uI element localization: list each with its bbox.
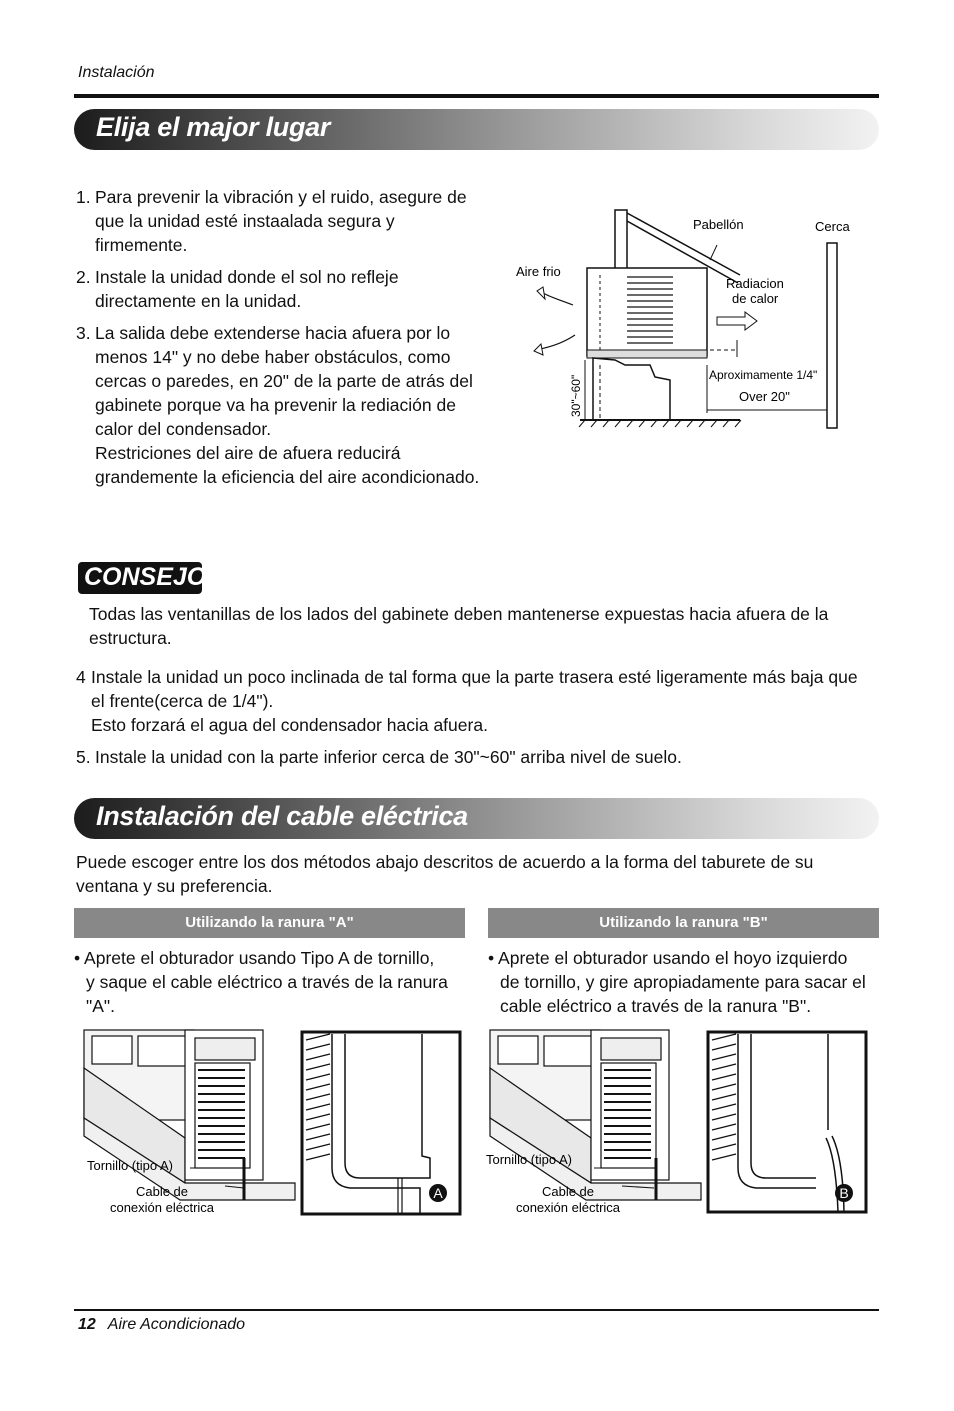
list-item [76, 185, 491, 257]
item-text: La salida debe extenderse hacia afuera por lo menos 14" y no debe haber obstáculos, como cercas o paredes, en 20" de la parte de atrás del gabinete porque va ha prevenir la rediación de calor del condensador. [95, 323, 473, 439]
consejo-text: Todas las ventanillas de los lados del gabinete deben mantenerse expuestas hacia afuera de la estructura. [89, 604, 829, 648]
cable-label-line2: conexión eléctrica [515, 1200, 621, 1215]
bullet-icon: • [488, 948, 495, 968]
section-title: Instalación del cable eléctrica [96, 801, 468, 831]
figure-slot-a [80, 1028, 465, 1218]
item-text: Instale la unidad donde el sol no refleje directamente en la unidad. [95, 267, 399, 311]
item-number: 3. [76, 323, 91, 343]
cable-label-line1: Cable de [541, 1184, 595, 1199]
bullet-text-first: Aprete el obturador usando el hoyo izquierdo [498, 948, 848, 968]
top-divider [74, 94, 879, 98]
section-title-bar [74, 109, 879, 150]
step-4 [76, 665, 876, 745]
screw-label: Tornillo (tipo A) [486, 1152, 572, 1167]
cable-label-line2: conexión eléctrica [109, 1200, 215, 1215]
cable-label-line1: Cable de [135, 1184, 189, 1199]
label-radiacion: Radiacion [726, 276, 784, 291]
bullet-text-rest: y saque el cable eléctrico a través de la ranura "A". [86, 972, 448, 1016]
label-aire-frio: Aire frio [516, 264, 561, 279]
label-de-calor: de calor [732, 291, 779, 306]
step-5 [76, 745, 876, 777]
page-footer [78, 1316, 245, 1334]
screw-label: Tornillo (tipo A) [87, 1158, 173, 1173]
list-item [76, 321, 491, 489]
slot-a-label: A [433, 1185, 443, 1201]
method-b-header: Utilizando la ranura "B" [488, 908, 879, 938]
item-number: 5. [76, 747, 91, 767]
item-number: 2. [76, 267, 91, 287]
section-intro: Puede escoger entre los dos métodos abajo descritos de acuerdo a la forma del taburete de su ventana y su preferencia. [76, 852, 814, 896]
item-text: Instale la unidad un poco inclinada de tal forma que la parte trasera esté ligeramente más baja que el frente(cerca de 1/4"). [91, 667, 858, 711]
label-pabellon: Pabellón [693, 217, 744, 232]
list-item [76, 665, 876, 737]
figure-slot-b [486, 1028, 871, 1218]
slot-b-label: B [839, 1185, 849, 1201]
footer-title: Aire Acondicionado [107, 1316, 246, 1333]
list-item [76, 265, 491, 313]
label-cerca: Cerca [815, 219, 850, 234]
roof-pole [615, 210, 627, 270]
item-text: Para prevenir la vibración y el ruido, asegure de que la unidad esté instaalada segura y firmemente. [95, 187, 467, 255]
section-title-bar [74, 798, 879, 839]
label-height: 30"~60" [569, 374, 583, 417]
item-number: 4 [76, 667, 86, 687]
item-extra-text: Esto forzará el agua del condensador hacia afuera. [91, 715, 488, 735]
section-title: Elija el major lugar [96, 112, 331, 142]
bullet-text-first: Aprete el obturador usando Tipo A de tornillo, [84, 948, 435, 968]
item-text: Instale la unidad con la parte inferior cerca de 30"~60" arriba nivel de suelo. [95, 747, 682, 767]
bullet-text-rest: de tornillo, y gire apropiadamente para sacar el cable eléctrico a través de la ranura "B". [500, 972, 866, 1016]
method-b-text [488, 946, 878, 1018]
fence [827, 243, 837, 428]
placement-diagram [505, 205, 875, 440]
page-number: 12 [78, 1316, 96, 1333]
placement-list [76, 185, 491, 497]
item-number: 1. [76, 187, 91, 207]
method-a-text [74, 946, 469, 1018]
label-over: Over 20" [739, 389, 790, 404]
label-aproximamente: Aproximamente 1/4" [709, 368, 818, 382]
consejo-label: CONSEJO [84, 563, 207, 591]
list-item [76, 745, 876, 769]
consejo-badge [78, 562, 207, 594]
bottom-divider [74, 1309, 879, 1311]
section-header-label: Instalación [78, 64, 155, 81]
bullet-icon: • [74, 948, 81, 968]
method-a-header: Utilizando la ranura "A" [74, 908, 465, 938]
item-extra-text: Restriciones del aire de afuera reducirá grandemente la eficiencia del aire acondicionado. [95, 443, 480, 487]
